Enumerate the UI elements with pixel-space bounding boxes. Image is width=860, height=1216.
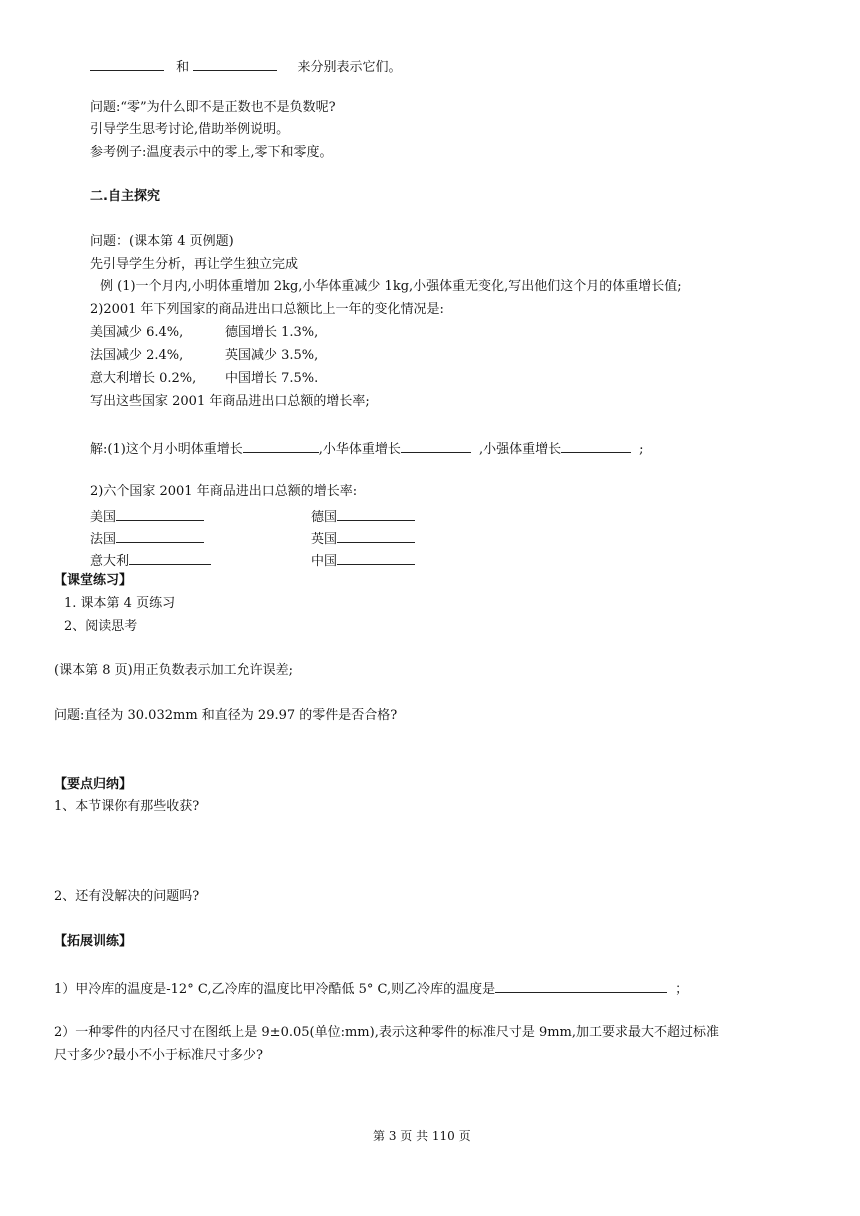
country-it-label: 意大利 bbox=[90, 554, 130, 569]
row2-uk: 英国减少 3.5%, bbox=[225, 348, 319, 363]
practice-item-1: 1. 课本第 4 页练习 bbox=[64, 596, 176, 611]
blank-2[interactable] bbox=[193, 56, 277, 71]
example-1: 例 (1)一个月内,小明体重增加 2kg,小华体重减少 1kg,小强体重无变化,写出他们这个月的体重增长值; bbox=[100, 279, 682, 294]
practice-heading: 【课堂练习】 bbox=[54, 573, 133, 588]
blank-fr[interactable] bbox=[116, 528, 204, 543]
row3-cn: 中国增长 7.5%. bbox=[225, 371, 319, 386]
country-it-row bbox=[90, 550, 211, 571]
solution-1 bbox=[90, 438, 643, 459]
country-uk-row bbox=[311, 528, 415, 549]
reference-example: 参考例子:温度表示中的零上,零下和零度。 bbox=[90, 145, 333, 160]
explore-guide: 先引导学生分析，再让学生独立完成 bbox=[90, 257, 299, 272]
practice-item-2: 2、阅读思考 bbox=[64, 619, 138, 634]
blank-us[interactable] bbox=[116, 506, 204, 521]
country-de-row bbox=[311, 506, 415, 527]
practice-read: (课本第 8 页)用正负数表示加工允许误差; bbox=[54, 663, 294, 678]
guide-discussion: 引导学生思考讨论,借助举例说明。 bbox=[90, 122, 290, 137]
row1-de: 德国增长 1.3%, bbox=[225, 325, 319, 340]
solution-1-part-c: ,小强体重增长 bbox=[478, 442, 562, 457]
blank-de[interactable] bbox=[337, 506, 415, 521]
extension-p1-end: ； bbox=[675, 982, 689, 997]
solution-1-end: ; bbox=[639, 442, 644, 457]
extension-heading: 【拓展训练】 bbox=[54, 934, 133, 949]
blank-xiaoqiang[interactable] bbox=[561, 438, 631, 453]
example-2: 2)2001 年下列国家的商品进出口总额比上一年的变化情况是: bbox=[90, 302, 444, 317]
extension-problem-2-line-2: 尺寸多少?最小不小于标准尺寸多少? bbox=[54, 1048, 263, 1063]
blank-cn[interactable] bbox=[337, 550, 415, 565]
page-number-footer: 第 3 页 共 110 页 bbox=[373, 1129, 471, 1143]
country-cn-row bbox=[311, 550, 415, 571]
and-text: 和 bbox=[176, 60, 190, 75]
line1-tail: 来分别表示它们。 bbox=[297, 60, 402, 75]
country-us-row bbox=[90, 506, 204, 527]
country-fr-row bbox=[90, 528, 204, 549]
summary-q2: 2、还有没解决的问题吗? bbox=[54, 889, 200, 904]
blank-temperature[interactable] bbox=[495, 978, 667, 993]
country-us-label: 美国 bbox=[90, 510, 117, 525]
blank-xiaohua[interactable] bbox=[401, 438, 471, 453]
extension-p1-text: 1）甲冷库的温度是-12° C,乙冷库的温度比甲冷酷低 5° C,则乙冷库的温度是 bbox=[54, 982, 496, 997]
blank-xiaoming[interactable] bbox=[243, 438, 319, 453]
explore-question: 问题：(课本第 4 页例题) bbox=[90, 234, 234, 249]
extension-problem-2-line-1: 2）一种零件的内径尺寸在图纸上是 9±0.05(单位:mm),表示这种零件的标准尺寸是 9mm,加工要求最大不超过标准 bbox=[54, 1025, 720, 1040]
extension-problem-1 bbox=[54, 978, 688, 999]
solution-1-part-a: 解:(1)这个月小明体重增长 bbox=[90, 442, 243, 457]
section-heading-explore: 二.自主探究 bbox=[90, 189, 160, 204]
question-zero: 问题:“零”为什么即不是正数也不是负数呢? bbox=[90, 100, 336, 115]
country-cn-label: 中国 bbox=[311, 554, 338, 569]
solution-1-part-b: ,小华体重增长 bbox=[318, 442, 401, 457]
blank-1[interactable] bbox=[90, 56, 164, 71]
country-uk-label: 英国 bbox=[311, 532, 338, 547]
row1-us: 美国减少 6.4%, bbox=[90, 325, 184, 340]
write-growth-rate: 写出这些国家 2001 年商品进出口总额的增长率; bbox=[90, 394, 370, 409]
row2-fr: 法国减少 2.4%, bbox=[90, 348, 184, 363]
country-de-label: 德国 bbox=[311, 510, 338, 525]
solution-2: 2)六个国家 2001 年商品进出口总额的增长率: bbox=[90, 484, 358, 499]
blank-it[interactable] bbox=[129, 550, 211, 565]
country-fr-label: 法国 bbox=[90, 532, 117, 547]
fill-in-line-1 bbox=[90, 56, 401, 77]
blank-uk[interactable] bbox=[337, 528, 415, 543]
row3-it: 意大利增长 0.2%, bbox=[90, 371, 197, 386]
practice-question: 问题:直径为 30.032mm 和直径为 29.97 的零件是否合格? bbox=[54, 708, 398, 723]
summary-q1: 1、本节课你有那些收获? bbox=[54, 799, 200, 814]
summary-heading: 【要点归纳】 bbox=[54, 777, 133, 792]
